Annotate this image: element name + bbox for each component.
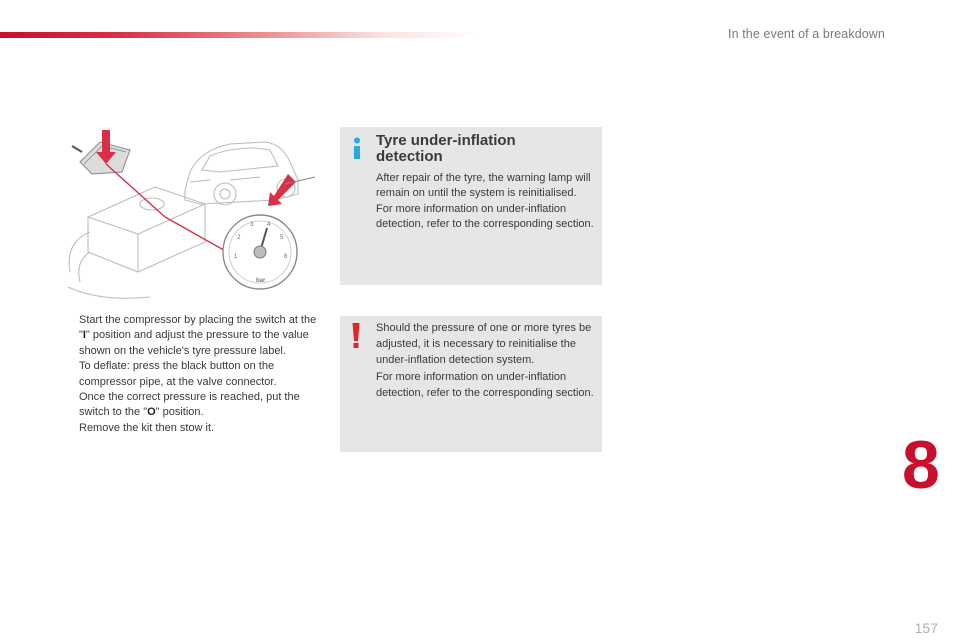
- gauge-unit-label: bar: [256, 278, 266, 284]
- instruction-step: [62, 421, 324, 436]
- svg-text:4: 4: [267, 222, 271, 228]
- compressor-box: [68, 187, 205, 298]
- svg-text:5: 5: [280, 235, 284, 241]
- svg-text:3: 3: [250, 222, 254, 228]
- info-paragraph: For more information on under-inflation detection, refer to the corresponding section.: [376, 202, 594, 231]
- warning-paragraph: For more information on under-inflation detection, refer to the corresponding section.: [376, 370, 594, 399]
- svg-text:1: 1: [234, 254, 238, 260]
- exclamation-icon: [349, 322, 363, 350]
- svg-text:6: 6: [284, 254, 288, 260]
- compressor-illustration: [60, 122, 315, 307]
- pressure-gauge: [223, 215, 297, 289]
- header-accent-bar: [0, 32, 480, 38]
- step-text: Remove the kit then stow it.: [79, 421, 215, 434]
- red-arrows: [96, 130, 296, 206]
- info-box: [340, 127, 602, 285]
- instruction-step: [62, 313, 324, 390]
- compressor-kit-drawing: [60, 122, 315, 307]
- info-paragraph: After repair of the tyre, the warning lamp will remain on until the system is reinitialised.: [376, 172, 591, 200]
- step-text: Once the correct pressure is reached, put the switch to the "O" position.: [79, 391, 300, 419]
- warning-box-body: [376, 320, 596, 401]
- info-box-body: [376, 171, 596, 233]
- warning-box: [340, 316, 602, 452]
- info-box-title: Tyre under-inflation detection: [376, 132, 516, 165]
- instructions-list: [62, 313, 324, 436]
- page-number: 157: [914, 620, 938, 636]
- step-text: Start the compressor by placing the switch at the "I" position and adjust the pressure to the value shown on the vehicle's tyre pressure label.: [79, 314, 317, 357]
- info-icon: [350, 137, 364, 159]
- svg-text:2: 2: [237, 235, 241, 241]
- section-title: In the event of a breakdown: [728, 27, 885, 41]
- instruction-step: [62, 390, 324, 421]
- chapter-number: 8: [902, 427, 940, 503]
- pointer-line: [106, 164, 165, 217]
- warning-paragraph: Should the pressure of one or more tyres be adjusted, it is necessary to reinitialise the under-inflation detection system.: [376, 322, 592, 367]
- step-extra-text: To deflate: press the black button on the compressor pipe, at the valve connector.: [79, 360, 277, 388]
